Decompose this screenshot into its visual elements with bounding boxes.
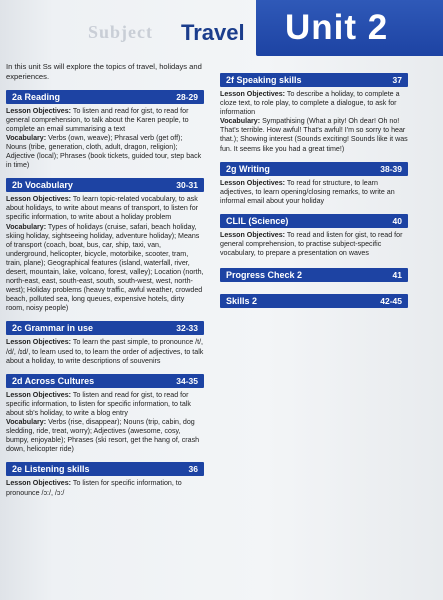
lo-label: Lesson Objectives: [6, 106, 72, 115]
section-2f [220, 73, 408, 154]
section-header-bar [6, 462, 204, 476]
lesson-objectives [6, 391, 204, 418]
lesson-objectives [6, 338, 204, 365]
vocabulary [6, 134, 204, 170]
section-2a [6, 90, 204, 171]
section-title: 2d Across Cultures [12, 375, 95, 386]
section-2d [6, 374, 204, 455]
lo-text: To read and listen for gist, to read for general comprehension, to practise subject-specific vocabulary, to prepare a presentation on waves [220, 230, 403, 258]
section-header-bar [220, 294, 408, 308]
section-pages: 37 [392, 75, 402, 85]
vocabulary [6, 223, 204, 314]
section-pages: 38-39 [380, 163, 402, 174]
lo-text: To describe a holiday, to complete a cloze text, to role play, to complete a dialogue, to ask for information [220, 90, 400, 117]
lesson-objectives [6, 479, 204, 497]
lo-text: To read for structure, to learn adjectives, to learn opening/closing remarks, to write an informal email about your holiday [220, 178, 395, 205]
section-header-bar [6, 374, 204, 388]
unit-intro: In this unit Ss will explore the topics of travel, holidays and experiences. [6, 62, 202, 81]
section-skills [220, 294, 408, 308]
section-title: CLIL (Science) [226, 215, 289, 226]
lo-label: Lesson Objectives: [6, 479, 72, 488]
lo-text: To learn topic-related vocabulary, to ask about holidays, to write about means of transport, to listen for specific information, to write about a holiday problem [6, 195, 199, 222]
section-pages: 42-45 [380, 296, 402, 307]
page-header [0, 0, 443, 62]
right-column [220, 73, 408, 316]
left-column [6, 62, 204, 506]
section-2c [6, 321, 204, 365]
section-pages: 34-35 [176, 375, 198, 386]
section-header-bar [6, 90, 204, 104]
section-2e [6, 462, 204, 497]
section-title: Progress Check 2 [226, 270, 303, 281]
voc-text: Verbs (own, weave); Phrasal verb (get off); Nouns (tribe, generation, cloth, adult, dragon, religion); Adjective (local); Phrases (book tickets, guided tour, step back in time) [6, 133, 202, 170]
section-pages: 28-29 [176, 91, 198, 102]
section-2g [220, 162, 408, 206]
voc-label: Vocabulary: [6, 133, 47, 142]
lo-label: Lesson Objectives: [220, 230, 286, 239]
unit-topic-title: Travel [181, 20, 245, 45]
section-title: 2e Listening skills [12, 464, 90, 475]
lesson-objectives [220, 231, 408, 258]
section-header-bar [220, 214, 408, 228]
faded-heading: Subject [88, 22, 153, 42]
unit-number-title: Unit 2 [285, 8, 389, 47]
section-header-bar [220, 268, 408, 282]
lesson-objectives [220, 179, 408, 206]
section-pages: 32-33 [176, 323, 198, 334]
section-clil [220, 214, 408, 258]
section-pages: 30-31 [176, 180, 198, 191]
section-progress-check [220, 268, 408, 282]
section-title: 2a Reading [12, 91, 61, 102]
lo-label: Lesson Objectives: [6, 338, 72, 347]
section-pages: 41 [392, 270, 402, 281]
lo-label: Lesson Objectives: [6, 195, 72, 204]
voc-label: Vocabulary: [6, 222, 47, 231]
section-header-bar [220, 162, 408, 176]
section-header-bar [220, 73, 408, 87]
lo-label: Lesson Objectives: [6, 390, 72, 399]
lo-text: To listen for specific information, to pronounce /ɔ:/, /ɔ:/ [6, 479, 182, 497]
vocabulary [220, 117, 408, 153]
section-2b [6, 178, 204, 313]
lesson-objectives [6, 195, 204, 222]
voc-text: Sympathising (What a pity! Oh dear! Oh no! That's terrible. How awful! That's awful! I'm so sorry to hear that.); Showing interest (Sounds exciting! Sounds like it was fun. It seems like you had a great time!) [220, 117, 408, 153]
lesson-objectives [220, 90, 408, 117]
lo-label: Lesson Objectives: [220, 178, 286, 187]
section-header-bar [6, 321, 204, 335]
section-title: Skills 2 [226, 296, 258, 307]
section-title: 2c Grammar in use [12, 323, 94, 334]
lo-label: Lesson Objectives: [220, 90, 286, 98]
voc-text: Verbs (rise, disappear); Nouns (trip, cabin, dog sledding, ride, treat, worry); Adjectives (awesome, cosy, bumpy, enjoyable); Phrases (ski resort, get the hang of, crash down, helicopter ride) [6, 418, 200, 454]
lo-text: To listen and read for gist, to read for general comprehension, to talk about the Karen people, to complete an email summarising a text [6, 106, 189, 133]
section-pages: 40 [392, 215, 402, 226]
lo-text: To learn the past simple, to pronounce /t/, /d/, /ɪd/, to learn used to, to learn the order of adjectives, to talk about a holiday, to write descriptions of souvenirs [6, 338, 204, 365]
voc-label: Vocabulary: [220, 117, 261, 126]
lo-text: To listen and read for gist, to read for specific information, to listen for specific information, to talk about sb's holiday, to write a blog entry [6, 390, 191, 417]
section-header-bar [6, 178, 204, 192]
section-title: 2g Writing [226, 163, 270, 174]
section-title: 2b Vocabulary [12, 180, 73, 191]
section-pages: 36 [188, 464, 198, 475]
voc-text: Types of holidays (cruise, safari, beach holiday, skiing holiday, sightseeing holiday, adventure holiday); Means of transport (coach, boat, bus, car, ship, taxi, van, underground, helicopter, bicycle, motorbike, scooter, tram, train, plane); Geographical features (island, waterfall, river, desert, mountain, lake, volcano, forest, valley); Location (north, north-east, east, south-east, south, south-west, west, north-west); Holiday problems (heavy traffic, awful weather, crowded beach, polluted sea, long queues, expensive hotels, dirty room, noisy people) [6, 222, 204, 313]
voc-label: Vocabulary: [6, 418, 47, 427]
lesson-objectives [6, 107, 204, 134]
vocabulary [6, 418, 204, 454]
section-title: 2f Speaking skills [226, 75, 302, 85]
